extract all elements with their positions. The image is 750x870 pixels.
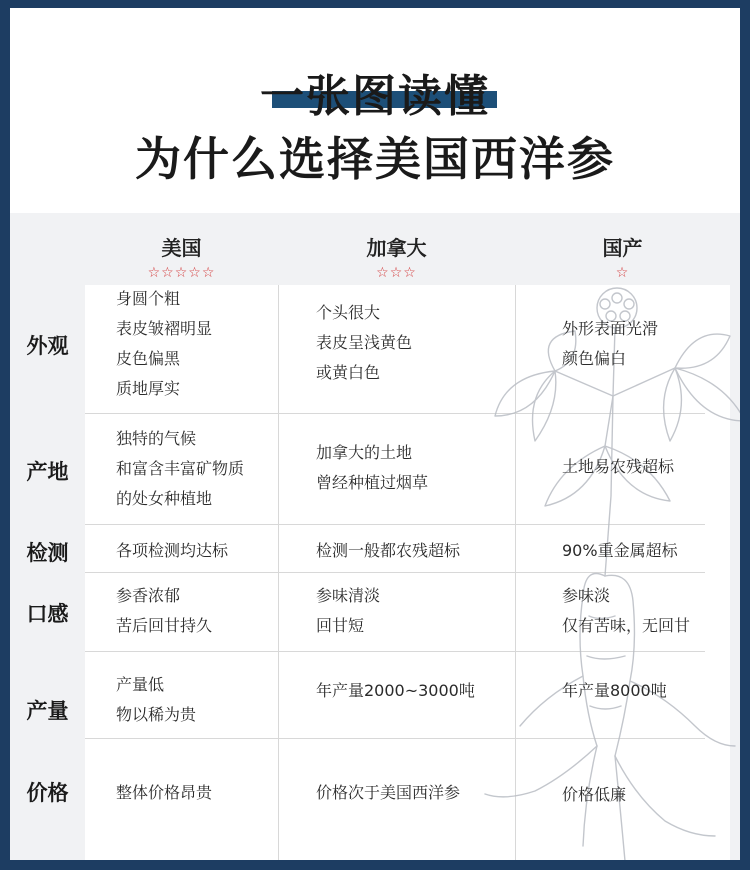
column-name: 国产: [602, 236, 643, 260]
column-header-domestic: [515, 213, 730, 285]
cell-line: 的处女种植地: [116, 489, 213, 508]
cell-line: 仅有苦味，无回甘: [562, 616, 691, 635]
row-label-price: 价格: [26, 781, 69, 805]
cell-domestic-appearance: [562, 314, 658, 374]
title-block: [10, 8, 740, 213]
star-rating: ☆☆☆☆☆: [147, 265, 216, 281]
row-divider: [85, 524, 705, 525]
row-label-origin: 产地: [26, 460, 69, 484]
cell-domestic-output: [562, 676, 667, 706]
row-label-output: 产量: [26, 699, 69, 723]
cell-canada-origin: [316, 438, 428, 498]
star-rating: ☆☆☆: [376, 265, 417, 281]
cell-line: 年产量2000~3000吨: [316, 681, 475, 700]
cell-line: 90%重金属超标: [562, 541, 678, 560]
cell-canada-testing: [316, 536, 460, 566]
title-line-2: 为什么选择美国西洋参: [135, 132, 615, 186]
column-name: 加拿大: [366, 236, 427, 260]
cell-line: 颜色偏白: [562, 349, 627, 368]
row-divider: [85, 413, 705, 414]
cell-line: 整体价格昂贵: [116, 783, 213, 802]
cell-line: 价格次于美国西洋参: [316, 783, 461, 802]
cell-line: 价格低廉: [562, 785, 627, 804]
cell-line: 物以稀为贵: [116, 705, 197, 724]
cell-canada-appearance: [316, 298, 412, 388]
cell-line: 各项检测均达标: [116, 541, 229, 560]
column-header-canada: [278, 213, 515, 285]
cell-line: 或黄白色: [316, 363, 381, 382]
cell-domestic-price: [562, 780, 626, 810]
cell-usa-taste: [116, 581, 212, 641]
cell-line: 参香浓郁: [116, 586, 181, 605]
row-label-taste: 口感: [26, 602, 69, 626]
cell-line: 回甘短: [316, 616, 365, 635]
cell-line: 产量低: [116, 675, 165, 694]
cell-canada-taste: [316, 581, 380, 641]
cell-canada-price: [316, 778, 460, 808]
row-divider: [85, 651, 705, 652]
table-header: [10, 213, 740, 285]
cell-canada-output: [316, 676, 475, 706]
comparison-poster: [10, 8, 740, 860]
cell-usa-testing: [116, 536, 228, 566]
cell-domestic-taste: [562, 581, 690, 641]
cell-usa-price: [116, 778, 212, 808]
cell-line: 个头很大: [316, 303, 381, 322]
cell-line: 表皮皱褶明显: [116, 319, 213, 338]
cell-line: 年产量8000吨: [562, 681, 667, 700]
cell-usa-origin: [116, 424, 244, 514]
cell-line: 质地厚实: [116, 379, 181, 398]
cell-line: 曾经种植过烟草: [316, 473, 429, 492]
row-divider: [85, 738, 705, 739]
cell-line: 参味清淡: [316, 586, 381, 605]
cell-usa-appearance: [116, 284, 212, 404]
cell-line: 表皮呈浅黄色: [316, 333, 413, 352]
cell-line: 参味淡: [562, 586, 611, 605]
cell-line: 苦后回甘持久: [116, 616, 213, 635]
star-rating: ☆: [615, 265, 630, 281]
cell-usa-output: [116, 670, 196, 730]
cell-line: 身圆个粗: [116, 289, 181, 308]
column-name: 美国: [161, 236, 202, 260]
cell-line: 独特的气候: [116, 429, 197, 448]
cell-line: 和富含丰富矿物质: [116, 459, 245, 478]
cell-line: 土地易农残超标: [562, 457, 675, 476]
row-label-appearance: 外观: [26, 334, 69, 358]
cell-line: 加拿大的土地: [316, 443, 413, 462]
cell-line: 检测一般都农残超标: [316, 541, 461, 560]
cell-domestic-testing: [562, 536, 678, 566]
cell-domestic-origin: [562, 452, 674, 482]
column-header-usa: [85, 213, 278, 285]
row-divider: [85, 572, 705, 573]
row-label-testing: 检测: [26, 541, 69, 565]
cell-line: 皮色偏黑: [116, 349, 181, 368]
cell-line: 外形表面光滑: [562, 319, 659, 338]
title-line-1: 一张图读懂: [260, 71, 490, 122]
